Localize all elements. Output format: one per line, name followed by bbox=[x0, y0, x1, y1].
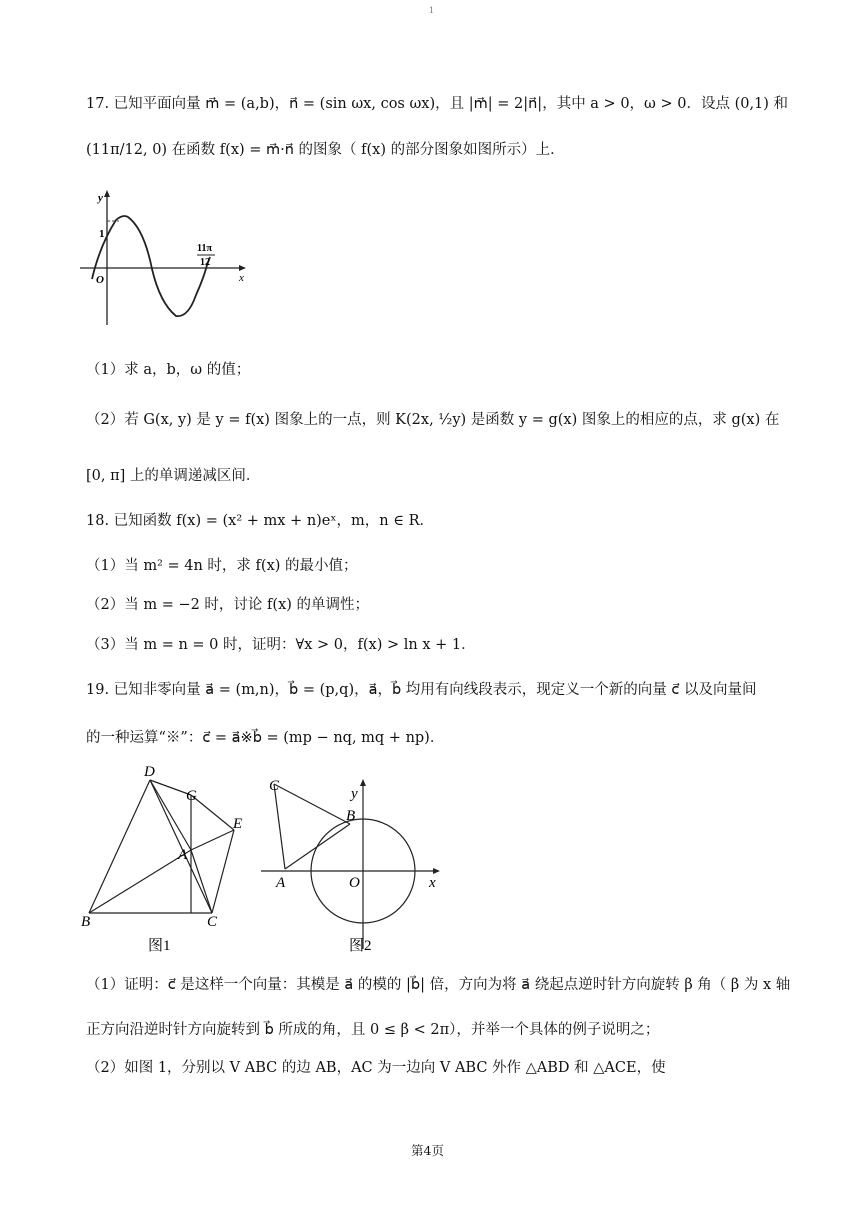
page-number: 第4页 bbox=[411, 1143, 444, 1158]
graph-sine-curve bbox=[92, 216, 210, 316]
fig2-label-A: A bbox=[276, 875, 286, 891]
graph-tick-x-num: 11π bbox=[197, 243, 212, 254]
q17-stem-line2: (11π/12, 0) 在函数 f(x) = m⃗·n⃗ 的图象（ f(x) 的部分图象如图所示）上． bbox=[86, 142, 565, 158]
fig2-label-B: B bbox=[346, 808, 356, 824]
q19-figure-2 bbox=[255, 766, 445, 961]
q19-stem-line1: 19. 已知非零向量 a⃗ = (m,n)，b⃗ = (p,q)，a⃗，b⃗ 均用有向线段表示，现定义一个新的向量 c⃗ 以及向量间 bbox=[86, 682, 757, 698]
graph-tick-y-1: 1 bbox=[99, 228, 105, 240]
fig2-label-O: O bbox=[349, 875, 360, 891]
q17-stem-line1: 17. 已知平面向量 m⃗ = (a,b)，n⃗ = (sin ωx, cos ωx)，且 |m⃗| = 2|n⃗|，其中 a > 0，ω > 0．设点 (0,1) 和 bbox=[86, 96, 789, 112]
fig2-caption: 图2 bbox=[349, 938, 372, 954]
graph-origin-label: O bbox=[96, 274, 104, 286]
fig1-label-D: D bbox=[144, 764, 155, 780]
q18-part2: （2）当 m = −2 时，讨论 f(x) 的单调性； bbox=[86, 597, 370, 613]
fig2-label-x: x bbox=[429, 875, 436, 891]
q17-part2-line1: （2）若 G(x, y) 是 y = f(x) 图象上的一点，则 K(2x, ½y) 是函数 y = g(x) 图象上的相应的点，求 g(x) 在 bbox=[86, 412, 780, 428]
q19-stem-line2: 的一种运算“※”：c⃗ = a⃗※b⃗ = (mp − nq, mq + np)． bbox=[86, 730, 445, 746]
q19-part2: （2）如图 1，分别以 V ABC 的边 AB，AC 为一边向 V ABC 外作 △ABD 和 △ACE，使 bbox=[86, 1060, 666, 1076]
q19-figure-1 bbox=[76, 760, 266, 960]
fig1-label-A: A bbox=[178, 847, 188, 863]
fig1-label-C: C bbox=[207, 914, 218, 930]
q18-part3: （3）当 m = n = 0 时，证明：∀x > 0，f(x) > ln x + 1． bbox=[86, 637, 476, 653]
fig1-label-G: G bbox=[186, 788, 197, 804]
q18-part1: （1）当 m² = 4n 时，求 f(x) 的最小值； bbox=[86, 558, 358, 574]
q19-part1-line1: （1）证明：c⃗ 是这样一个向量：其模是 a⃗ 的模的 |b⃗| 倍，方向为将 a⃗ 绕起点逆时针方向旋转 β 角（ β 为 x 轴 bbox=[86, 977, 791, 993]
fig2-label-y: y bbox=[351, 786, 358, 802]
q18-stem: 18. 已知函数 f(x) = (x² + mx + n)eˣ，m，n ∈ R． bbox=[86, 513, 434, 529]
page-header-mark: 1 bbox=[429, 6, 435, 15]
fig1-label-B: B bbox=[81, 914, 91, 930]
q17-function-graph bbox=[78, 185, 250, 330]
fig1-label-E: E bbox=[233, 816, 243, 832]
graph-tick-x-den: 12 bbox=[200, 257, 210, 268]
graph-y-label: y bbox=[98, 192, 103, 204]
q17-part1: （1）求 a，b，ω 的值； bbox=[86, 362, 251, 378]
graph-x-label: x bbox=[239, 272, 244, 284]
q17-part2-line2: [0, π] 上的单调递减区间． bbox=[86, 468, 261, 484]
fig1-caption: 图1 bbox=[148, 938, 171, 954]
q19-part1-line2: 正方向沿逆时针方向旋转到 b⃗ 所成的角，且 0 ≤ β < 2π），并举一个具体的例子说明之； bbox=[86, 1022, 660, 1038]
fig2-label-C: C bbox=[269, 778, 280, 794]
